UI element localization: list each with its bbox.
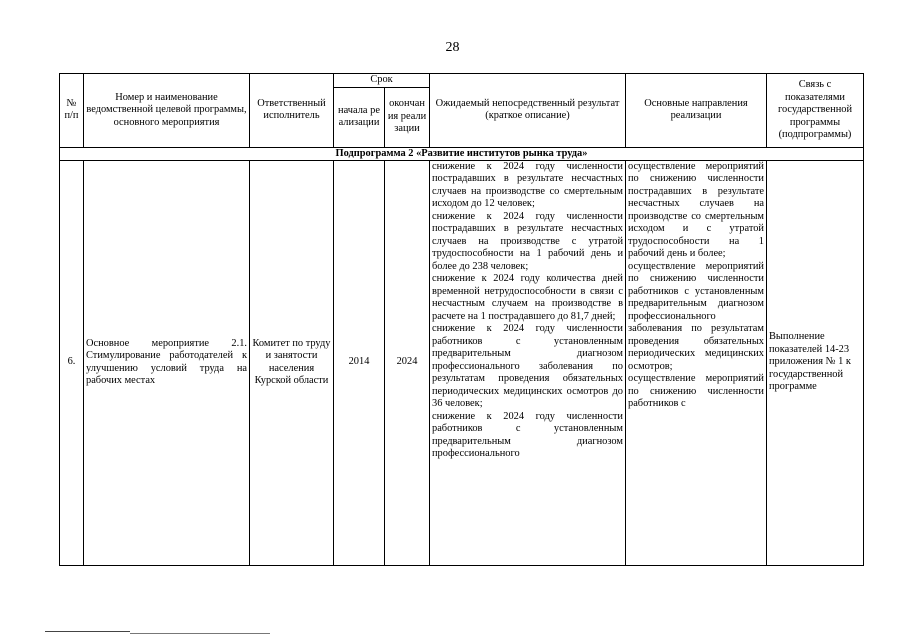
row-end-year: 2024 (385, 160, 430, 565)
direction-item: осуществление мероприятий по снижению численности работников с установленным предварительным диагнозом профессионального заболевания по результатам проведения обязательных периодических медицинских осмотров; (628, 260, 764, 372)
header-name: Номер и наименование ведомственной целевой программы, основного мероприятия (84, 74, 250, 148)
row-executor: Комитет по труду и занятости населения Курской области (250, 160, 334, 565)
row-num: 6. (60, 160, 84, 565)
header-directions: Основные направления реализации (626, 74, 767, 148)
footer-rule (45, 631, 130, 632)
result-item: снижение к 2024 году численности работников с установленным предварительным диагнозом профессионального заболевания по результатам проведения обязательных периодических медицинских осмотров до 36 человек; (432, 323, 623, 409)
row-result-cell (430, 160, 626, 565)
result-item: снижение к 2024 году количества дней временной нетрудоспособности в связи с несчастным случаем на производстве в расчете на 1 пострадавшего до 81,7 дней; (432, 273, 623, 322)
header-term: Срок (334, 74, 430, 88)
header-result: Ожидаемый непосредственный результат (краткое описание) (430, 74, 626, 148)
row-link: Выполнение показателей 14-23 приложения № 1 к государственной программе (767, 160, 864, 565)
direction-item: осуществление мероприятий по снижению численности работников с (628, 373, 764, 409)
page-number: 28 (445, 40, 460, 55)
header-end: окончания реализации (385, 87, 430, 147)
header-link: Связь с показателями государственной программы (подпрограммы) (767, 74, 864, 148)
header-start: начала реализации (334, 87, 385, 147)
result-item: снижение к 2024 году численности работников с установленным предварительным диагнозом профессионального (432, 410, 623, 459)
result-item: снижение к 2024 году численности пострадавших в результате несчастных случаев на производстве с утратой трудоспособности на 1 рабочий день и более до 238 человек; (432, 210, 623, 272)
result-item: снижение к 2024 году численности пострадавших в результате несчастных случаев на производстве со смертельным исходом до 12 человек; (432, 160, 623, 209)
header-executor: Ответственный исполнитель (250, 74, 334, 148)
subprogram-title: Подпрограмма 2 «Развитие институтов рынка труда» (60, 147, 864, 160)
row-directions-cell (626, 160, 767, 565)
row-name: Основное мероприятие 2.1. Стимулирование работодателей к улучшению условий труда на рабочих местах (84, 160, 250, 565)
direction-item: осуществление мероприятий по снижению численности пострадавших в результате несчастных случаев на производстве со смертельным исходом и с утратой трудоспособности на 1 рабочий день и более; (628, 160, 764, 259)
row-start-year: 2014 (334, 160, 385, 565)
header-num: № п/п (60, 74, 84, 148)
measures-table (59, 73, 864, 566)
footer-rule-secondary (130, 633, 270, 634)
